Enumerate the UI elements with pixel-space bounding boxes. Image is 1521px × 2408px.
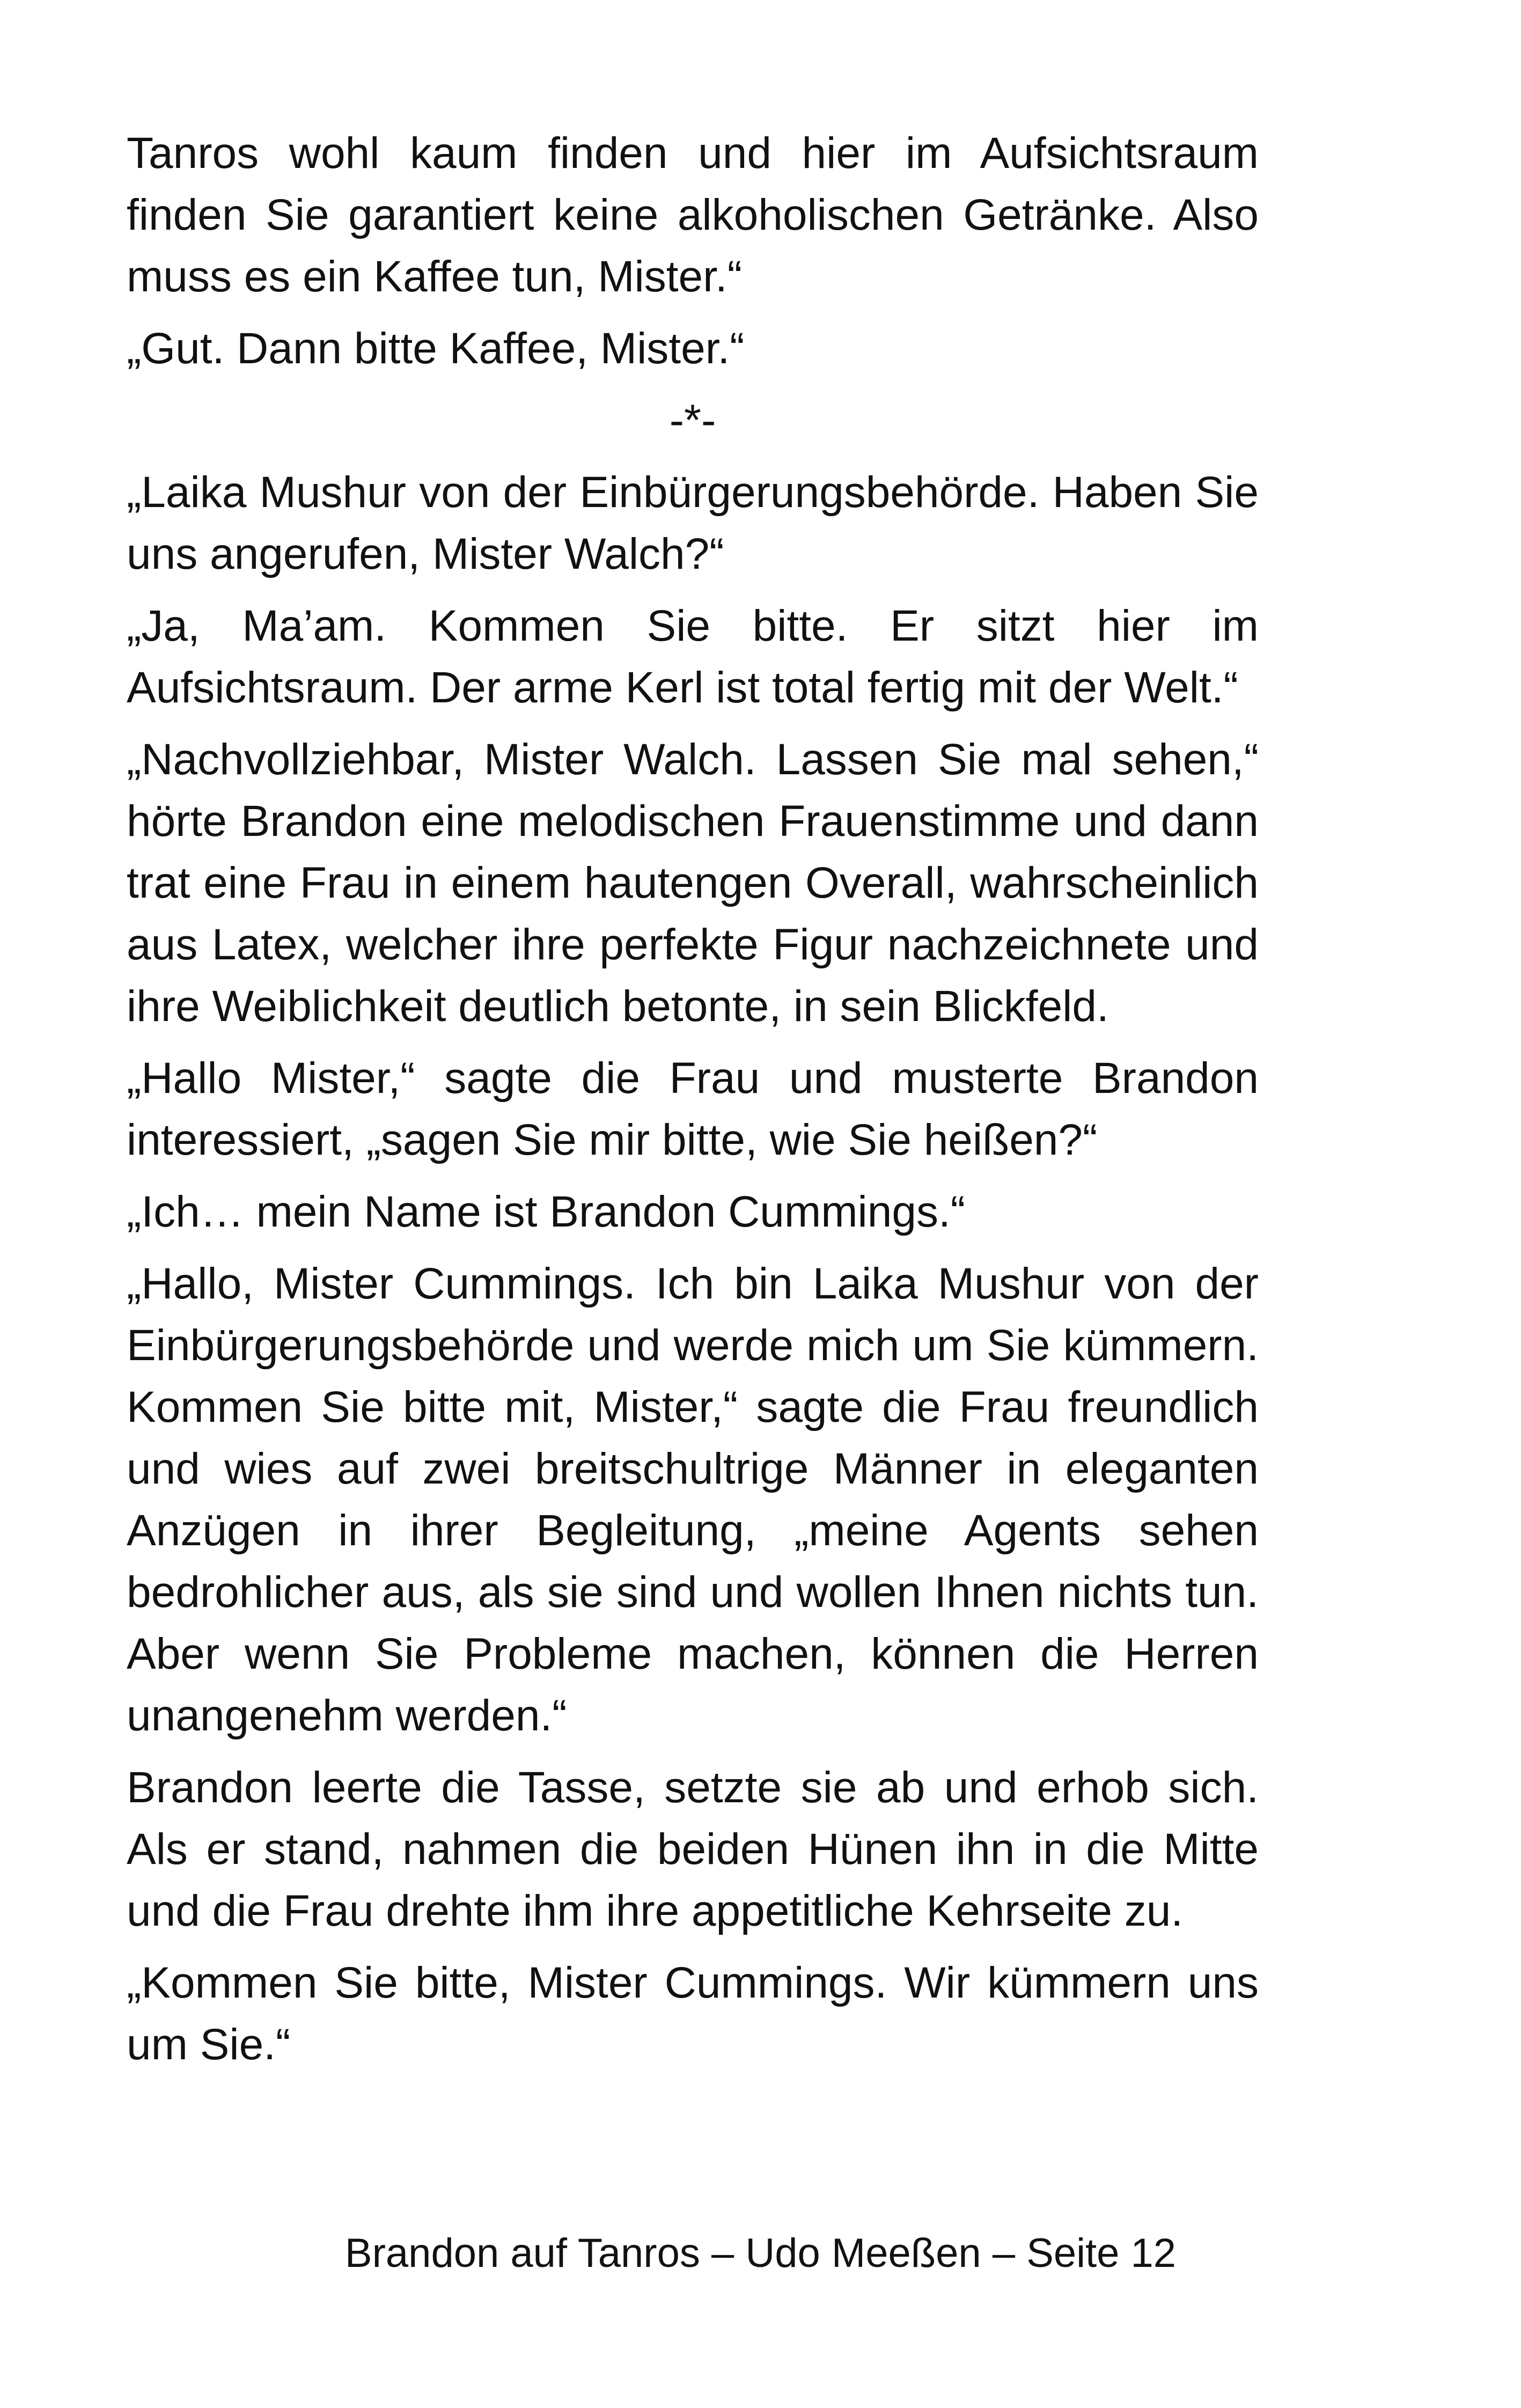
- page-footer: Brandon auf Tanros – Udo Meeßen – Seite 12: [344, 2230, 1177, 2276]
- paragraph: „Gut. Dann bitte Kaffee, Mister.“: [127, 324, 745, 373]
- paragraph: Brandon leerte die Tasse, setzte sie ab und erhob sich. Als er stand, nahmen die beiden Hünen ihn in die Mitte und die Frau drehte ihm ihre appetitliche Kehrseite zu.: [127, 1763, 1259, 1935]
- paragraph: Tanros wohl kaum finden und hier im Aufsichtsraum finden Sie garantiert keine alkoholischen Getränke. Also muss es ein Kaffee tun, Mister.“: [127, 129, 1259, 301]
- paragraph: „Laika Mushur von der Einbürgerungsbehörde. Haben Sie uns angerufen, Mister Walch?“: [127, 468, 1259, 578]
- paragraph: „Kommen Sie bitte, Mister Cummings. Wir kümmern uns um Sie.“: [127, 1958, 1259, 2069]
- paragraph: „Hallo Mister,“ sagte die Frau und musterte Brandon interessiert, „sagen Sie mir bitte, wie Sie heißen?“: [127, 1054, 1259, 1164]
- scene-separator: -*-: [669, 396, 716, 445]
- paragraph: „Ich… mein Name ist Brandon Cummings.“: [127, 1187, 966, 1236]
- paragraph: „Nachvollziehbar, Mister Walch. Lassen Sie mal sehen,“ hörte Brandon eine melodischen Frauenstimme und dann trat eine Frau in einem hautengen Overall, wahrscheinlich aus Latex, welcher ihre perfekte Figur nachzeichnete und ihre Weiblichkeit deutlich betonte, in sein Blickfeld.: [127, 735, 1259, 1031]
- page-body-text: [127, 122, 1259, 2086]
- paragraph: „Ja, Ma’am. Kommen Sie bitte. Er sitzt hier im Aufsichtsraum. Der arme Kerl ist total fertig mit der Welt.“: [127, 601, 1259, 712]
- paragraph: „Hallo, Mister Cummings. Ich bin Laika Mushur von der Einbürgerungsbehörde und werde mich um Sie kümmern. Kommen Sie bitte mit, Mister,“ sagte die Frau freundlich und wies auf zwei breitschultrige Männer in eleganten Anzügen in ihrer Begleitung, „meine Agents sehen bedrohlicher aus, als sie sind und wollen Ihnen nichts tun. Aber wenn Sie Probleme machen, können die Herren unangenehm werden.“: [127, 1259, 1259, 1740]
